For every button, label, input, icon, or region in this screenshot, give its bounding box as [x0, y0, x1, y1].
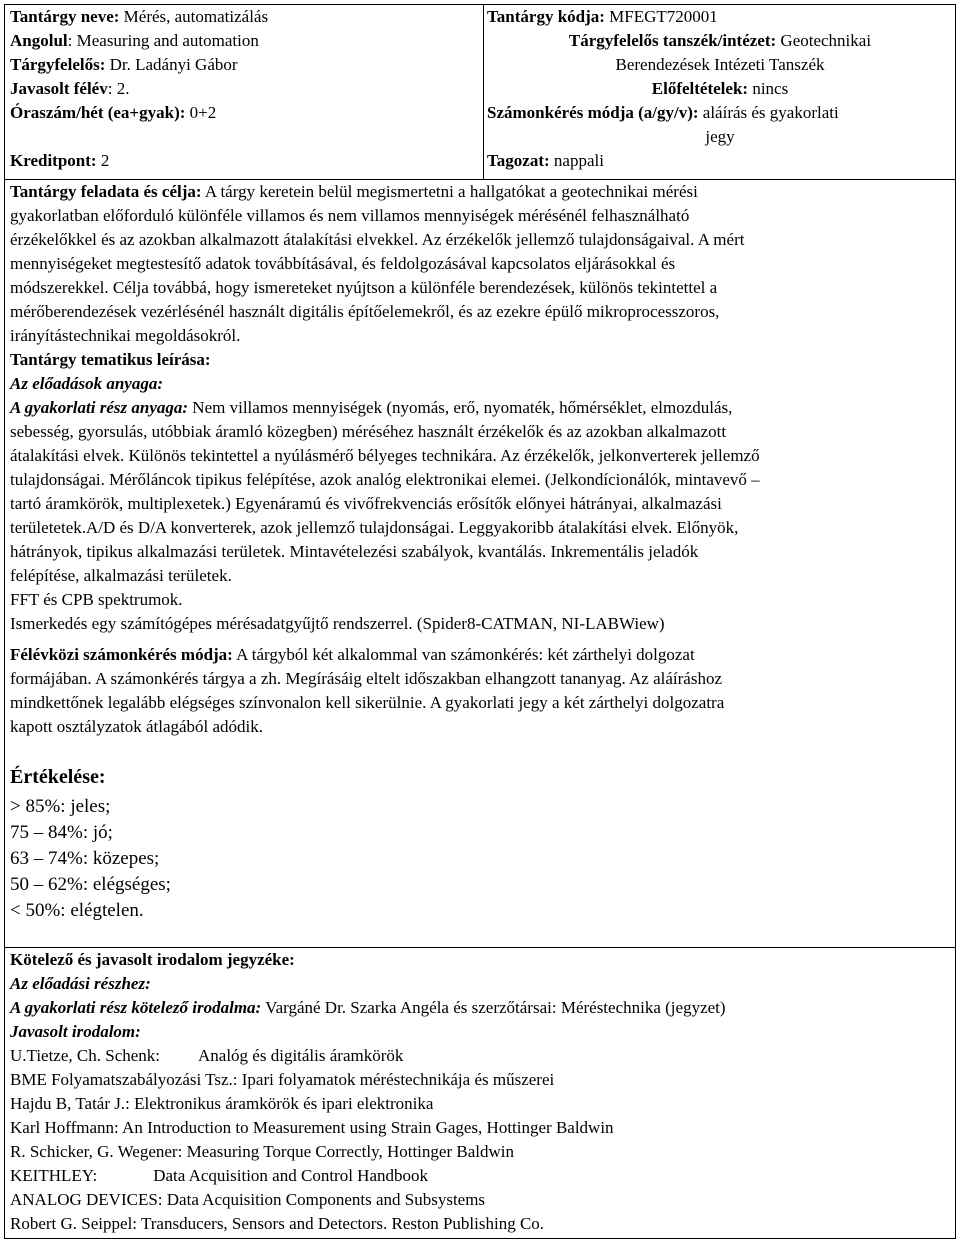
- literature-item: [10, 1212, 950, 1236]
- thematic-line: Ismerkedés egy számítógépes mérésadatgyűjtő rendszerrel. (Spider8-CATMAN, NI-LABWiew): [10, 614, 665, 633]
- hours-row: [10, 101, 480, 125]
- lectures-heading: [10, 372, 950, 396]
- practice-literature-line: [10, 996, 950, 1020]
- midterm-label: Félévközi számonkérés módja:: [10, 645, 233, 664]
- literature-title: An Introduction to Measurement using Strain Gages, Hottinger Baldwin: [118, 1118, 614, 1137]
- course-goal-line: érzékelőkkel és az azokban alkalmazott átalakítási elvekkel. Az érzékelők jellemző tulajdonságaival. A mért: [10, 230, 745, 249]
- grading-item: 63 – 74%: közepes;: [10, 848, 160, 869]
- thematic-line: hátrányok, tipikus alkalmazási területek. Mintavételezési szabályok, kvantálás. Inkrementális jeladók: [10, 542, 699, 561]
- literature-item: [10, 1140, 950, 1164]
- thematic-line: [10, 396, 950, 420]
- literature-author: Karl Hoffmann:: [10, 1118, 119, 1137]
- thematic-section: [10, 348, 950, 636]
- practice-literature-value: Vargáné Dr. Szarka Angéla és szerzőtársai: Méréstechnika (jegyzet): [261, 998, 726, 1017]
- exam-type-value: aláírás és gyakorlati: [698, 103, 839, 122]
- thematic-line: tulajdonságai. Mérőláncok tipikus felépítése, azok analóg elektronikai elemei. (Jelkondícionálók, mintavevő –: [10, 470, 760, 489]
- thematic-line: területetek.A/D és D/A konverterek, azok jellemző tulajdonságai. Leggyakoribb átalakítási elvek. Előnyök,: [10, 518, 739, 537]
- grading-item: 75 – 84%: jó;: [10, 822, 113, 843]
- literature-title: Data Acquisition Components and Subsystems: [162, 1190, 486, 1209]
- hours-value: 0+2: [185, 103, 217, 122]
- course-goal-text: A tárgy keretein belül megismertetni a hallgatókat a geotechnikai mérési: [201, 182, 698, 201]
- thematic-line: FFT és CPB spektrumok.: [10, 590, 183, 609]
- lecture-literature-label: Az előadási részhez:: [10, 974, 151, 993]
- literature-author: R. Schicker, G. Wegener:: [10, 1142, 183, 1161]
- literature-title: Analóg és digitális áramkörök: [198, 1046, 404, 1065]
- grading-item: 50 – 62%: elégséges;: [10, 874, 171, 895]
- semester-value: : 2.: [107, 79, 130, 98]
- recommended-heading: [10, 1020, 950, 1044]
- exam-type-label: Számonkérés módja (a/gy/v):: [487, 103, 699, 122]
- english-name-label: Angolul: [10, 31, 68, 50]
- midterm-text: A tárgyból két alkalommal van számonkérés: két zárthelyi dolgozat: [232, 645, 695, 664]
- literature-title: Elektronikus áramkörök és ipari elektronika: [129, 1094, 434, 1113]
- midterm-line: [10, 643, 950, 667]
- grading-list: [10, 794, 950, 924]
- grading-label: Értékelése:: [10, 766, 106, 788]
- responsible-label: Tárgyfelelős:: [10, 55, 106, 74]
- course-code-label: Tantárgy kódja:: [487, 7, 605, 26]
- department-row: [487, 29, 953, 53]
- literature-section: [10, 948, 950, 1236]
- course-goal-line: módszerekkel. Célja továbbá, hogy ismereteket nyújtson a különféle berendezések, különös tekintettel a: [10, 278, 718, 297]
- credit-row: [10, 149, 480, 173]
- header-right: [487, 5, 953, 173]
- thematic-line: sebesség, gyorsulás, utóbbiak áramló közegben) méréséhez használt érzékelők és az azokban alkalmazott: [10, 422, 727, 441]
- department-label: Tárgyfelelős tanszék/intézet:: [568, 31, 777, 50]
- study-mode-label: Tagozat:: [487, 151, 550, 170]
- literature-heading: [10, 948, 950, 972]
- course-goal-line: [10, 180, 950, 204]
- exam-type-value-line2: jegy: [705, 127, 735, 146]
- grading-item: < 50%: elégtelen.: [10, 900, 144, 921]
- thematic-line: felépítése, alkalmazási területek.: [10, 566, 232, 585]
- literature-label: Kötelező és javasolt irodalom jegyzéke:: [10, 950, 295, 969]
- responsible-row: [10, 53, 480, 77]
- course-goal-line: mennyiségeket megtestesítő adatok továbbításával, és feldolgozásával kapcsolatos eljárásokkal és: [10, 254, 676, 273]
- thematic-text: Nem villamos mennyiségek (nyomás, erő, nyomaték, hőmérséklet, elmozdulás,: [188, 398, 733, 417]
- prerequisites-value: nincs: [748, 79, 789, 98]
- department-value: Geotechnikai: [776, 31, 872, 50]
- prerequisites-label: Előfeltételek:: [651, 79, 749, 98]
- literature-item: [10, 1164, 950, 1188]
- prerequisites-row: [487, 77, 953, 101]
- lecture-literature-heading: [10, 972, 950, 996]
- thematic-line: átalakítási elvek. Különös tekintettel a nyúlásmérő bélyeges technikára. Az érzékelők, jelkonverterek jellemző: [10, 446, 760, 465]
- course-goal-line: gyakorlatban előforduló különféle villamos és nem villamos mennyiségek mérésénél felhasználható: [10, 206, 690, 225]
- midterm-line: mindkettőnek legalább elégséges színvonalon kell sikerülnie. A gyakorlati jegy a két zárthelyi dolgozatra: [10, 693, 725, 712]
- literature-title: Transducers, Sensors and Detectors. Reston Publishing Co.: [137, 1214, 545, 1233]
- grading-heading: [10, 764, 950, 790]
- literature-author: BME Folyamatszabályozási Tsz.:: [10, 1070, 238, 1089]
- literature-title: Ipari folyamatok méréstechnikája és műszerei: [237, 1070, 555, 1089]
- course-goal-section: [10, 180, 950, 348]
- midterm-line: kapott osztályzatok átlagából adódik.: [10, 717, 264, 736]
- course-name-row: [10, 5, 480, 29]
- literature-title: Data Acquisition and Control Handbook: [153, 1166, 429, 1185]
- english-name-row: [10, 29, 480, 53]
- semester-row: [10, 77, 480, 101]
- midterm-line: formájában. A számonkérés tárgya a zh. Megírásáig eltelt időszakban elhangzott tananyag. Az aláíráshoz: [10, 669, 722, 688]
- literature-author: Robert G. Seippel:: [10, 1214, 138, 1233]
- literature-author: KEITHLEY:: [10, 1166, 98, 1185]
- semester-label: Javasolt félév: [10, 79, 108, 98]
- literature-item: [10, 1068, 950, 1092]
- course-code-row: [487, 5, 953, 29]
- literature-item: [10, 1188, 950, 1212]
- grading-section: [10, 764, 950, 924]
- department-value-line2: Berendezések Intézeti Tanszék: [615, 55, 825, 74]
- midterm-section: [10, 643, 950, 739]
- practice-literature-label: A gyakorlati rész kötelező irodalma:: [10, 998, 262, 1017]
- lectures-label: Az előadások anyaga:: [10, 374, 163, 393]
- study-mode-row: [487, 149, 953, 173]
- literature-item: [10, 1116, 950, 1140]
- hours-label: Óraszám/hét (ea+gyak):: [10, 103, 186, 122]
- literature-item: [10, 1044, 950, 1068]
- literature-author: Hajdu B, Tatár J.:: [10, 1094, 130, 1113]
- credit-label: Kreditpont:: [10, 151, 97, 170]
- english-name-value: : Measuring and automation: [67, 31, 259, 50]
- course-goal-label: Tantárgy feladata és célja:: [10, 182, 202, 201]
- literature-author: U.Tietze, Ch. Schenk:: [10, 1046, 161, 1065]
- course-name-label: Tantárgy neve:: [10, 7, 120, 26]
- thematic-label: Tantárgy tematikus leírása:: [10, 350, 211, 369]
- credit-value: 2: [96, 151, 110, 170]
- literature-title: Measuring Torque Correctly, Hottinger Baldwin: [182, 1142, 514, 1161]
- responsible-value: Dr. Ladányi Gábor: [105, 55, 238, 74]
- course-goal-line: irányítástechnikai megoldásokról.: [10, 326, 241, 345]
- divider-header-columns: [483, 4, 484, 179]
- header-left: [10, 5, 480, 173]
- thematic-line: tartó áramkörök, multiplexetek.) Egyenáramú és vivőfrekvenciás erősítők előnyei hátrányai, alkalmazási: [10, 494, 722, 513]
- course-code-value: MFEGT720001: [604, 7, 718, 26]
- grading-item: > 85%: jeles;: [10, 796, 111, 817]
- literature-item: [10, 1092, 950, 1116]
- course-goal-line: mérőberendezések vezérlésénél használt digitális építőelemekről, és az ezekre épülő mikroprocesszoros,: [10, 302, 720, 321]
- study-mode-value: nappali: [549, 151, 604, 170]
- exam-type-row: [487, 101, 953, 125]
- practice-label: A gyakorlati rész anyaga:: [10, 398, 189, 417]
- recommended-label: Javasolt irodalom:: [10, 1022, 141, 1041]
- course-name-value: Mérés, automatizálás: [119, 7, 269, 26]
- thematic-heading: [10, 348, 950, 372]
- literature-author: ANALOG DEVICES:: [10, 1190, 163, 1209]
